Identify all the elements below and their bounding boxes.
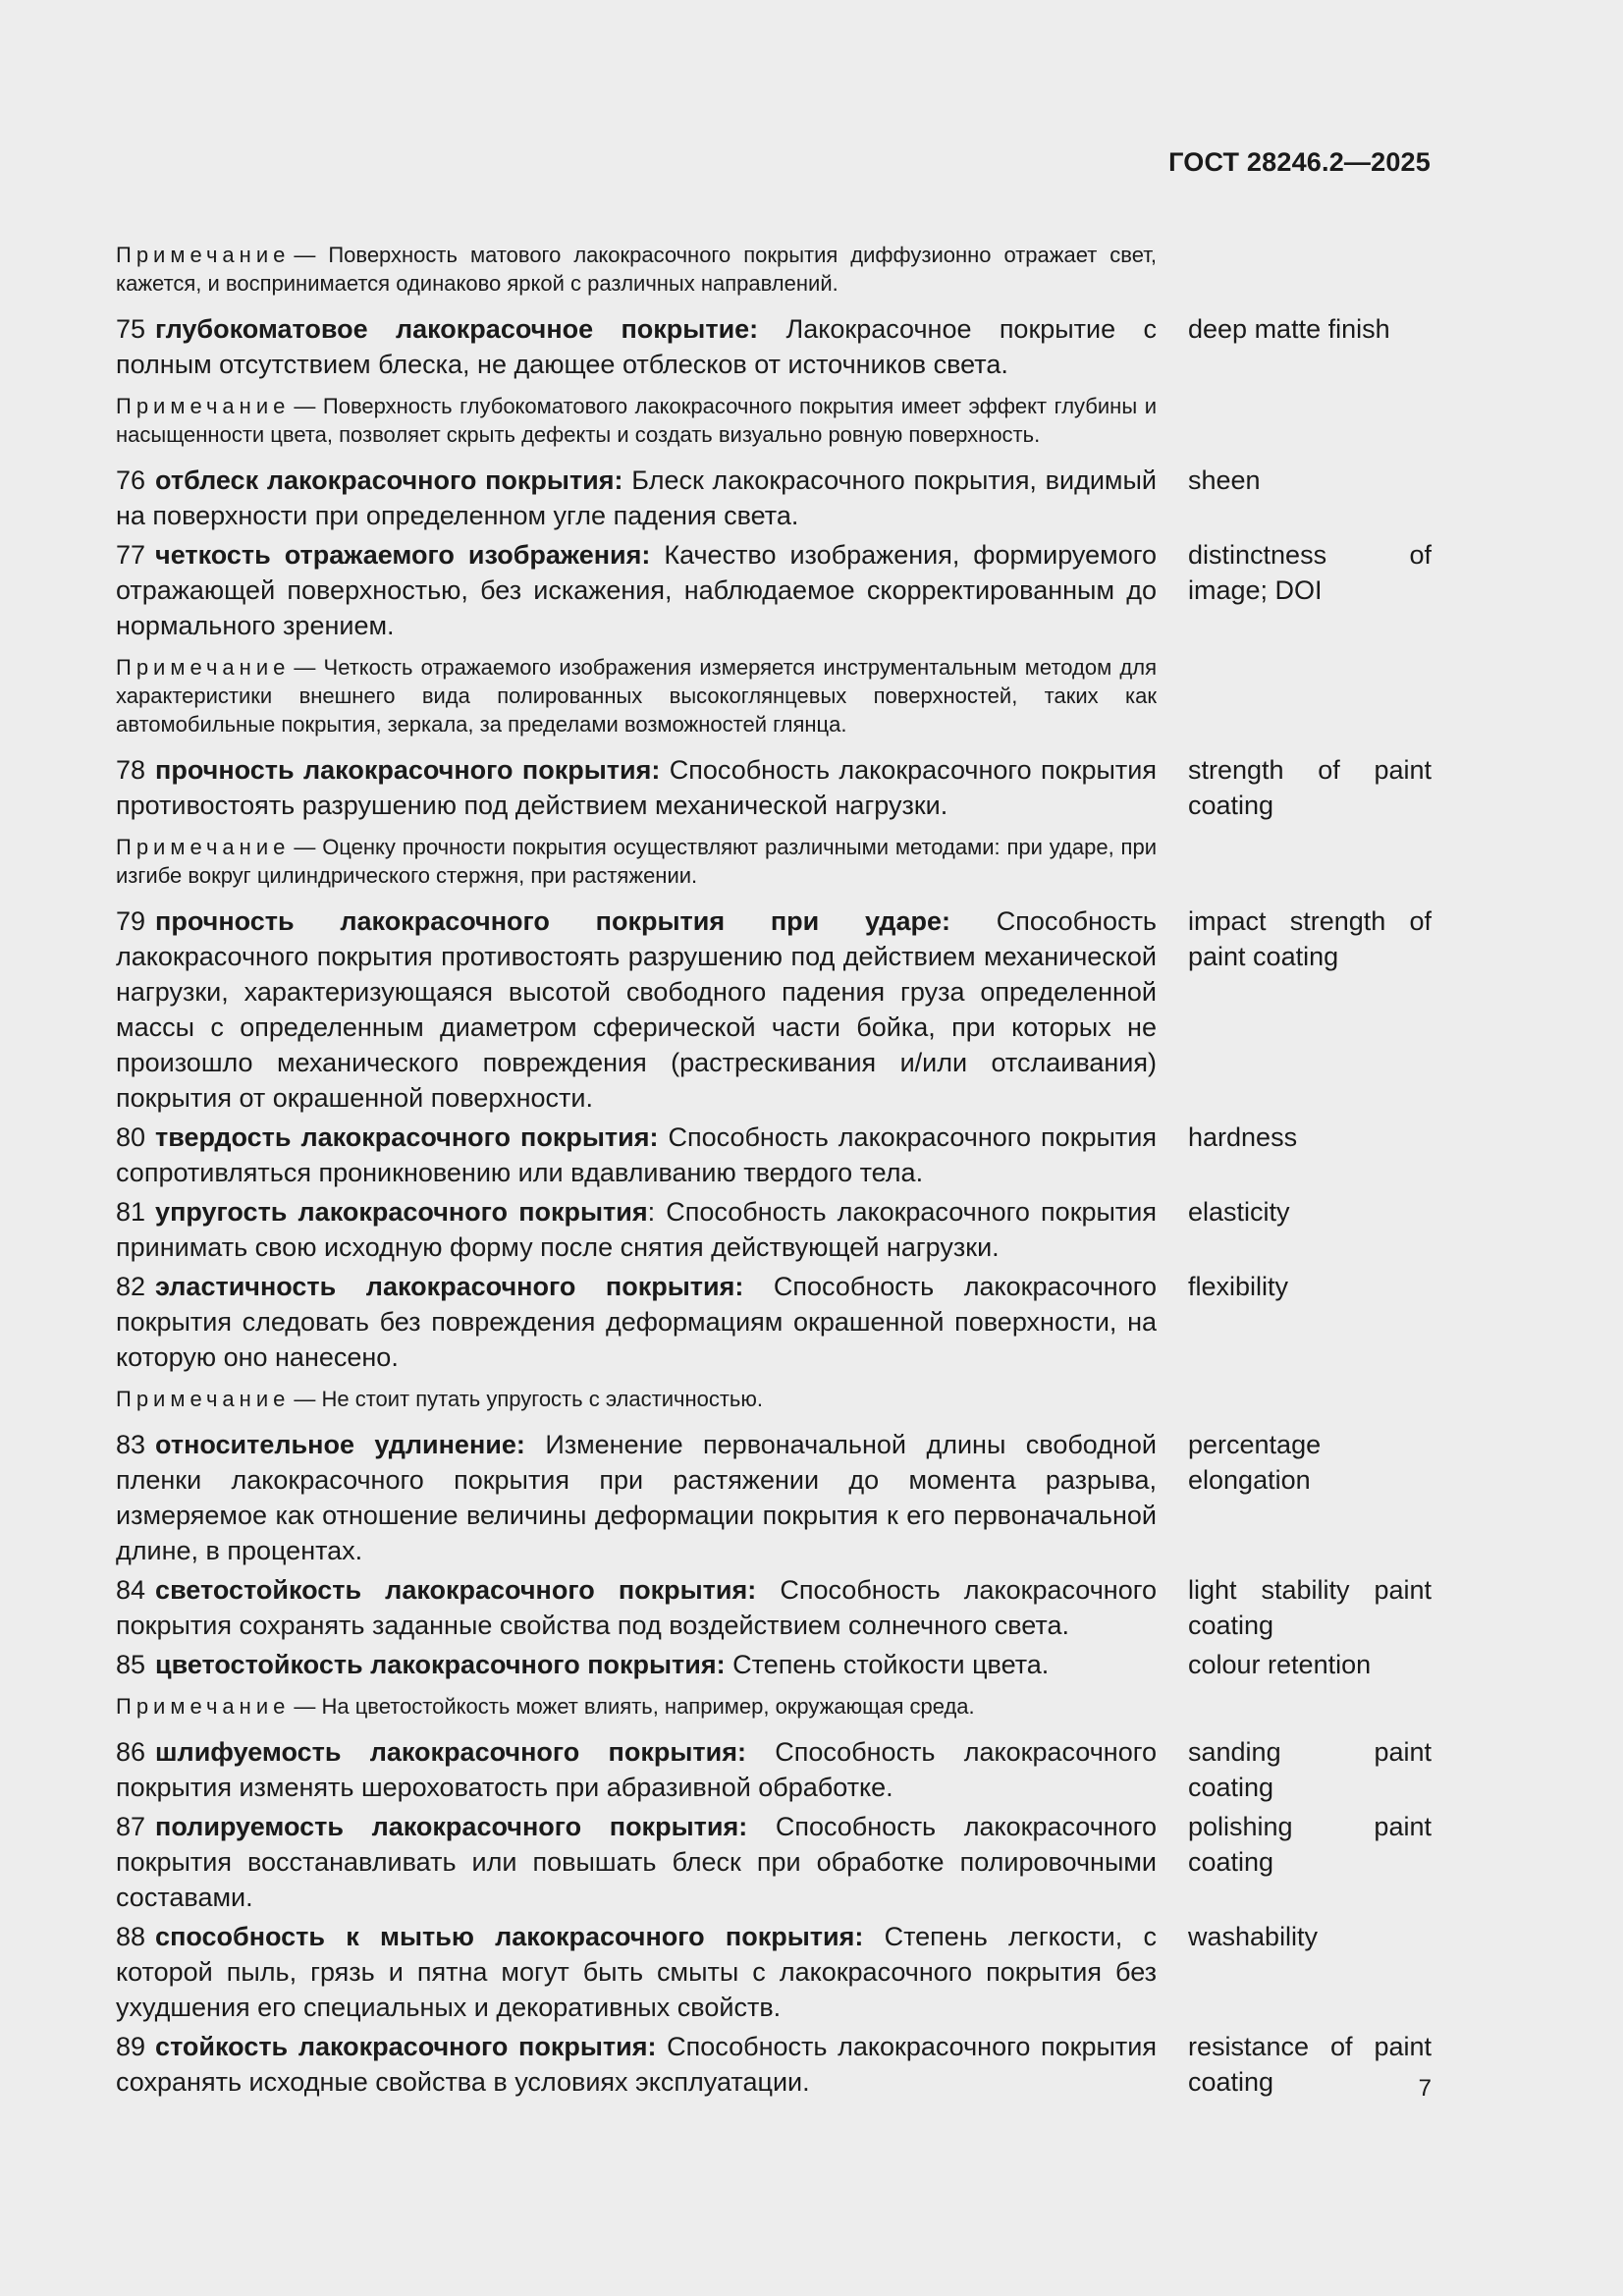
term-english: colour retention <box>1188 1650 1372 1679</box>
term-definition-ru <box>116 2029 1157 2100</box>
term-number: 87 <box>116 1812 146 1841</box>
term-english: sheen <box>1188 465 1261 495</box>
term-definition-ru <box>116 1647 1157 1682</box>
note <box>116 653 1157 738</box>
term-definition-ru <box>116 537 1157 643</box>
term-number: 83 <box>116 1430 146 1459</box>
term-definition-ru <box>116 311 1157 382</box>
term-entry <box>116 1809 1432 1915</box>
term-definition-ru <box>116 1194 1157 1265</box>
page-number: 7 <box>1418 2075 1432 2102</box>
note-text: — Четкость отражаемого изображения измеряется инструментальным методом для характеристики внешнего вида полированных высокоглянцевых поверхностей, таких как автомобильные покрытия, зеркала, за пределами возможностей глянца. <box>116 655 1157 737</box>
note-text: — На цветостойкость может влиять, например, окружающая среда. <box>294 1694 975 1719</box>
term-definition: Способность лакокрасочного покрытия восстанавливать или повышать блеск при обработке полировочными составами. <box>116 1812 1157 1912</box>
term-number: 76 <box>116 465 146 495</box>
term-english: percentage elongation <box>1188 1430 1322 1495</box>
note-label: Примечание <box>116 655 291 680</box>
term-english: polishing paint coating <box>1188 1812 1432 1877</box>
term-name: относительное удлинение: <box>155 1430 525 1459</box>
term-number: 75 <box>116 314 146 344</box>
term-english: flexibility <box>1188 1272 1289 1301</box>
term-entry <box>116 1919 1432 2025</box>
term-definition: Степень стойкости цвета. <box>732 1650 1050 1679</box>
term-definition-ru <box>116 1427 1157 1568</box>
term-number: 78 <box>116 755 146 785</box>
term-entry <box>116 1572 1432 1643</box>
note <box>116 392 1157 449</box>
note-label: Примечание <box>116 394 291 418</box>
note <box>116 1385 1157 1413</box>
term-definition-ru <box>116 1734 1157 1805</box>
term-entry <box>116 1734 1432 1805</box>
term-definition: Изменение первоначальной длины свободной пленки лакокрасочного покрытия при растяжении до момента разрыва, измеряемое как отношение величины деформации покрытия к его первоначальной длине, в процентах. <box>116 1430 1157 1565</box>
term-definition: Способность лакокрасочного покрытия изменять шероховатость при абразивной обработке. <box>116 1737 1157 1802</box>
term-definition-ru <box>116 903 1157 1116</box>
note-text: — Не стоит путать упругость с эластичностью. <box>294 1387 763 1411</box>
term-name: цветостойкость лакокрасочного покрытия: <box>155 1650 726 1679</box>
term-definition: Лакокрасочное покрытие с полным отсутствием блеска, не дающее отблесков от источников света. <box>116 314 1157 379</box>
term-entry <box>116 752 1432 823</box>
term-definition-ru <box>116 1120 1157 1190</box>
document-header: ГОСТ 28246.2—2025 <box>1168 147 1431 177</box>
note <box>116 1692 1157 1721</box>
note <box>116 241 1157 298</box>
term-number: 77 <box>116 540 146 570</box>
term-number: 79 <box>116 906 146 936</box>
term-english: washability <box>1188 1922 1319 1951</box>
term-name: прочность лакокрасочного покрытия: <box>155 755 661 785</box>
term-entry <box>116 537 1432 643</box>
term-definition: Способность лакокрасочного покрытия противостоять разрушению под действием механической нагрузки. <box>116 755 1157 820</box>
term-entry <box>116 1120 1432 1190</box>
term-english: sanding paint coating <box>1188 1737 1432 1802</box>
term-name: стойкость лакокрасочного покрытия: <box>155 2032 657 2061</box>
note-text: — Оценку прочности покрытия осуществляют различными методами: при ударе, при изгибе вокруг цилиндрического стержня, при растяжении. <box>116 835 1157 888</box>
term-number: 86 <box>116 1737 146 1767</box>
term-name: эластичность лакокрасочного покрытия: <box>155 1272 744 1301</box>
term-definition-ru <box>116 463 1157 533</box>
term-name: твердость лакокрасочного покрытия: <box>155 1122 659 1152</box>
term-number: 84 <box>116 1575 146 1605</box>
term-english: distinctness of image; DOI <box>1188 540 1432 605</box>
term-definition: : Способность лакокрасочного покрытия принимать свою исходную форму после снятия действующей нагрузки. <box>116 1197 1157 1262</box>
term-definition-ru <box>116 1572 1157 1643</box>
terms-list <box>116 231 1432 2104</box>
term-number: 80 <box>116 1122 146 1152</box>
term-definition-ru <box>116 1919 1157 2025</box>
term-name: полируемость лакокрасочного покрытия: <box>155 1812 748 1841</box>
term-english: strength of paint coating <box>1188 755 1432 820</box>
term-definition: Блеск лакокрасочного покрытия, видимый на поверхности при определенном угле падения света. <box>116 465 1157 530</box>
term-name: светостойкость лакокрасочного покрытия: <box>155 1575 757 1605</box>
term-definition-ru <box>116 1809 1157 1915</box>
term-entry <box>116 1647 1432 1682</box>
term-english: resistance of paint coating <box>1188 2032 1432 2097</box>
term-entry <box>116 1427 1432 1568</box>
term-number: 89 <box>116 2032 146 2061</box>
term-definition: Способность лакокрасочного покрытия сопротивляться проникновению или вдавливанию твердого тела. <box>116 1122 1157 1187</box>
term-definition: Способность лакокрасочного покрытия сохранять заданные свойства под воздействием солнечного света. <box>116 1575 1157 1640</box>
note <box>116 833 1157 890</box>
term-english: hardness <box>1188 1122 1298 1152</box>
term-english: elasticity <box>1188 1197 1290 1227</box>
note-text: — Поверхность матового лакокрасочного покрытия диффузионно отражает свет, кажется, и воспринимается одинаково яркой с различных направлений. <box>116 243 1157 296</box>
term-number: 85 <box>116 1650 146 1679</box>
term-definition: Способность лакокрасочного покрытия противостоять разрушению под действием механической нагрузки, характеризующаяся высотой свободного падения груза определенной массы с определенным диаметром сферической части бойка, при которых не произошло механического повреждения (растрескивания и/или отслаивания) покрытия от окрашенной поверхности. <box>116 906 1157 1113</box>
term-entry <box>116 311 1432 382</box>
term-entry <box>116 1194 1432 1265</box>
term-name: способность к мытью лакокрасочного покрытия: <box>155 1922 864 1951</box>
term-definition-ru <box>116 752 1157 823</box>
term-entry <box>116 903 1432 1116</box>
term-name: прочность лакокрасочного покрытия при ударе: <box>155 906 950 936</box>
term-english: impact strength of paint coating <box>1188 906 1432 971</box>
term-entry <box>116 2029 1432 2100</box>
term-english: light stability paint coating <box>1188 1575 1432 1640</box>
note-label: Примечание <box>116 243 291 267</box>
term-number: 88 <box>116 1922 146 1951</box>
term-entry <box>116 463 1432 533</box>
term-number: 81 <box>116 1197 146 1227</box>
term-definition: Способность лакокрасочного покрытия сохранять исходные свойства в условиях эксплуатации. <box>116 2032 1157 2097</box>
term-definition-ru <box>116 1269 1157 1375</box>
term-name: упругость лакокрасочного покрытия <box>155 1197 648 1227</box>
note-text: — Поверхность глубокоматового лакокрасочного покрытия имеет эффект глубины и насыщенности цвета, позволяет скрыть дефекты и создать визуально ровную поверхность. <box>116 394 1157 447</box>
term-definition: Способность лакокрасочного покрытия следовать без повреждения деформациям окрашенной поверхности, на которую оно нанесено. <box>116 1272 1157 1372</box>
note-label: Примечание <box>116 1694 291 1719</box>
term-number: 82 <box>116 1272 146 1301</box>
term-entry <box>116 1269 1432 1375</box>
term-name: шлифуемость лакокрасочного покрытия: <box>155 1737 746 1767</box>
term-name: четкость отражаемого изображения: <box>155 540 651 570</box>
term-name: глубокоматовое лакокрасочное покрытие: <box>155 314 759 344</box>
note-label: Примечание <box>116 835 291 859</box>
term-name: отблеск лакокрасочного покрытия: <box>155 465 623 495</box>
term-definition: Степень легкости, с которой пыль, грязь и пятна могут быть смыты с лакокрасочного покрытия без ухудшения его специальных и декоративных свойств. <box>116 1922 1157 2022</box>
note-label: Примечание <box>116 1387 291 1411</box>
term-english: deep matte finish <box>1188 314 1390 344</box>
term-definition: Качество изображения, формируемого отражающей поверхностью, без искажения, наблюдаемое скорректированным до нормального зрением. <box>116 540 1157 640</box>
